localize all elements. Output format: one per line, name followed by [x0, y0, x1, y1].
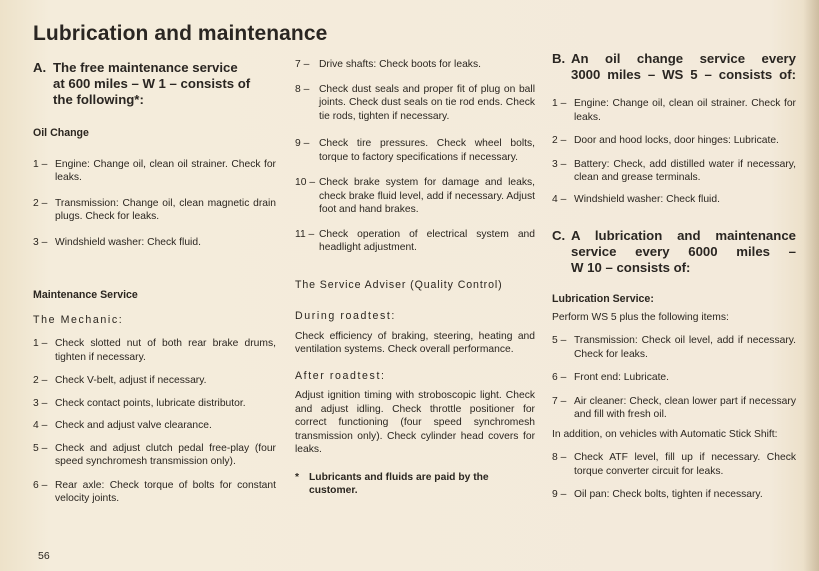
- item-text: Engine: Change oil, clean oil strainer. Check for leaks.: [55, 158, 276, 183]
- section-b-line: 3000 miles – WS 5 – consists of:: [571, 67, 796, 82]
- list-item: [295, 58, 535, 72]
- automatic-stick-shift-text: In addition, on vehicles with Automatic Stick Shift:: [552, 428, 778, 440]
- service-adviser-title: The Service Adviser (Quality Control): [295, 278, 503, 291]
- item-number: 3 –: [33, 236, 48, 248]
- section-c-heading: [552, 228, 796, 276]
- list-item: [33, 236, 276, 250]
- section-c-line: service every 6000 miles –: [571, 244, 796, 259]
- item-text: Check and adjust clutch pedal free-play (four speed synchromesh transmission only).: [55, 442, 276, 467]
- item-number: 1 –: [33, 338, 48, 349]
- lubrication-service-title: Lubrication Service:: [552, 293, 654, 305]
- list-item: [295, 137, 535, 164]
- section-a-heading: [33, 60, 276, 108]
- list-item: [33, 158, 276, 185]
- item-number: 3 –: [552, 158, 567, 170]
- item-number: 5 –: [33, 442, 48, 454]
- item-number: 7 –: [552, 395, 567, 407]
- item-text: Check contact points, lubricate distributor.: [55, 397, 246, 409]
- list-item: [33, 197, 276, 224]
- list-item: [552, 395, 796, 422]
- footnote-text: Lubricants and fluids are paid by the customer.: [309, 471, 489, 496]
- item-number: 1 –: [552, 98, 567, 109]
- after-roadtest-title: After roadtest:: [295, 369, 386, 382]
- after-roadtest-text: Adjust ignition timing with stroboscopic light. Check and adjust idling. Check throttle positioner for correct functioning (four speed synchromesh transmission only). Check cylinder head covers for leaks.: [295, 390, 535, 455]
- item-text: Windshield washer: Check fluid.: [574, 193, 720, 205]
- footnote: [295, 471, 535, 498]
- section-b-heading: [552, 51, 796, 83]
- item-text: Front end: Lubricate.: [574, 372, 670, 383]
- page-title: Lubrication and maintenance: [33, 22, 328, 45]
- item-number: 4 –: [552, 193, 567, 205]
- list-item: [33, 479, 276, 506]
- footnote-star: *: [295, 471, 300, 483]
- list-item: [552, 451, 796, 478]
- section-a-line: the following*:: [53, 92, 144, 107]
- item-text: Rear axle: Check torque of bolts for constant velocity joints.: [55, 479, 276, 504]
- list-item: [552, 134, 796, 148]
- item-text: Engine: Change oil, clean oil strainer. Check for leaks.: [574, 98, 796, 123]
- item-number: 1 –: [33, 158, 48, 170]
- mechanic-title: The Mechanic:: [33, 313, 124, 326]
- oil-change-title: Oil Change: [33, 127, 89, 139]
- item-text: Check slotted nut of both rear brake drums, tighten if necessary.: [55, 338, 276, 363]
- list-item: [552, 488, 796, 502]
- item-text: Door and hood locks, door hinges: Lubricate.: [574, 135, 779, 146]
- item-number: 8 –: [552, 452, 567, 463]
- maintenance-service-title: Maintenance Service: [33, 289, 138, 301]
- list-item: [33, 374, 276, 388]
- item-number: 2 –: [33, 197, 48, 209]
- section-a-letter: A.: [33, 60, 47, 75]
- item-text: Oil pan: Check bolts, tighten if necessary.: [574, 489, 763, 500]
- list-item: [295, 176, 535, 217]
- list-item: [33, 419, 276, 433]
- item-text: Air cleaner: Check, clean lower part if necessary and fill with fresh oil.: [574, 395, 796, 420]
- column-1: [33, 60, 276, 506]
- section-c-letter: C.: [552, 228, 566, 243]
- item-number: 3 –: [33, 397, 48, 409]
- section-c-line: W 10 – consists of:: [571, 260, 691, 275]
- item-text: Check tire pressures. Check wheel bolts, torque to factory specifications if necessary.: [319, 138, 535, 163]
- list-item: [552, 97, 796, 124]
- list-item: [33, 397, 276, 411]
- page-number: 56: [38, 550, 50, 562]
- item-text: Transmission: Change oil, clean magnetic drain plugs. Check for leaks.: [55, 197, 276, 222]
- item-number: 8 –: [295, 83, 310, 95]
- section-a-line: The free maintenance service: [53, 60, 238, 75]
- item-text: Battery: Check, add distilled water if necessary, clean and grease terminals.: [574, 158, 796, 183]
- item-text: Check dust seals and proper fit of plug on ball joints. Check dust seals on tie rod ends. Check tie rods, tighten if necessary.: [319, 83, 535, 122]
- item-number: 6 –: [33, 479, 48, 491]
- page-spine-shadow: [803, 0, 819, 571]
- list-item: [552, 371, 796, 385]
- item-text: Check brake system for damage and leaks, check brake fluid level, add if necessary. Adjust foot and hand brakes.: [319, 177, 535, 215]
- column-2: [295, 58, 535, 498]
- list-item: [33, 442, 276, 469]
- item-text: Check operation of electrical system and headlight adjustment.: [319, 228, 535, 253]
- item-number: 10 –: [295, 177, 316, 188]
- item-number: 9 –: [295, 138, 310, 149]
- section-a-line: at 600 miles – W 1 – consists of: [53, 76, 251, 91]
- item-text: Check ATF level, fill up if necessary. Check torque converter circuit for leaks.: [574, 452, 796, 477]
- section-b-letter: B.: [552, 51, 566, 66]
- item-number: 5 –: [552, 335, 567, 346]
- item-number: 6 –: [552, 372, 567, 383]
- perform-text: Perform WS 5 plus the following items:: [552, 311, 729, 323]
- item-number: 2 –: [33, 375, 48, 386]
- during-roadtest-title: During roadtest:: [295, 310, 396, 322]
- list-item: [552, 334, 796, 361]
- item-number: 9 –: [552, 489, 567, 500]
- item-number: 11 –: [295, 228, 315, 240]
- list-item: [552, 158, 796, 185]
- item-number: 2 –: [552, 135, 567, 146]
- item-text: Drive shafts: Check boots for leaks.: [319, 59, 481, 70]
- list-item: [552, 193, 796, 207]
- section-b-line: An oil change service every: [571, 51, 796, 66]
- item-number: 4 –: [33, 420, 48, 431]
- item-text: Windshield washer: Check fluid.: [55, 236, 201, 248]
- item-number: 7 –: [295, 59, 310, 70]
- list-item: [33, 337, 276, 364]
- list-item: [295, 83, 535, 124]
- section-c-line: A lubrication and maintenance: [571, 228, 796, 243]
- item-text: Transmission: Check oil level, add if necessary. Check for leaks.: [574, 335, 796, 360]
- item-text: Check V-belt, adjust if necessary.: [55, 375, 207, 386]
- column-3: [552, 51, 796, 502]
- list-item: [295, 228, 535, 255]
- during-roadtest-text: Check efficiency of braking, steering, heating and ventilation systems. Check overall performance.: [295, 330, 535, 355]
- item-text: Check and adjust valve clearance.: [55, 420, 212, 431]
